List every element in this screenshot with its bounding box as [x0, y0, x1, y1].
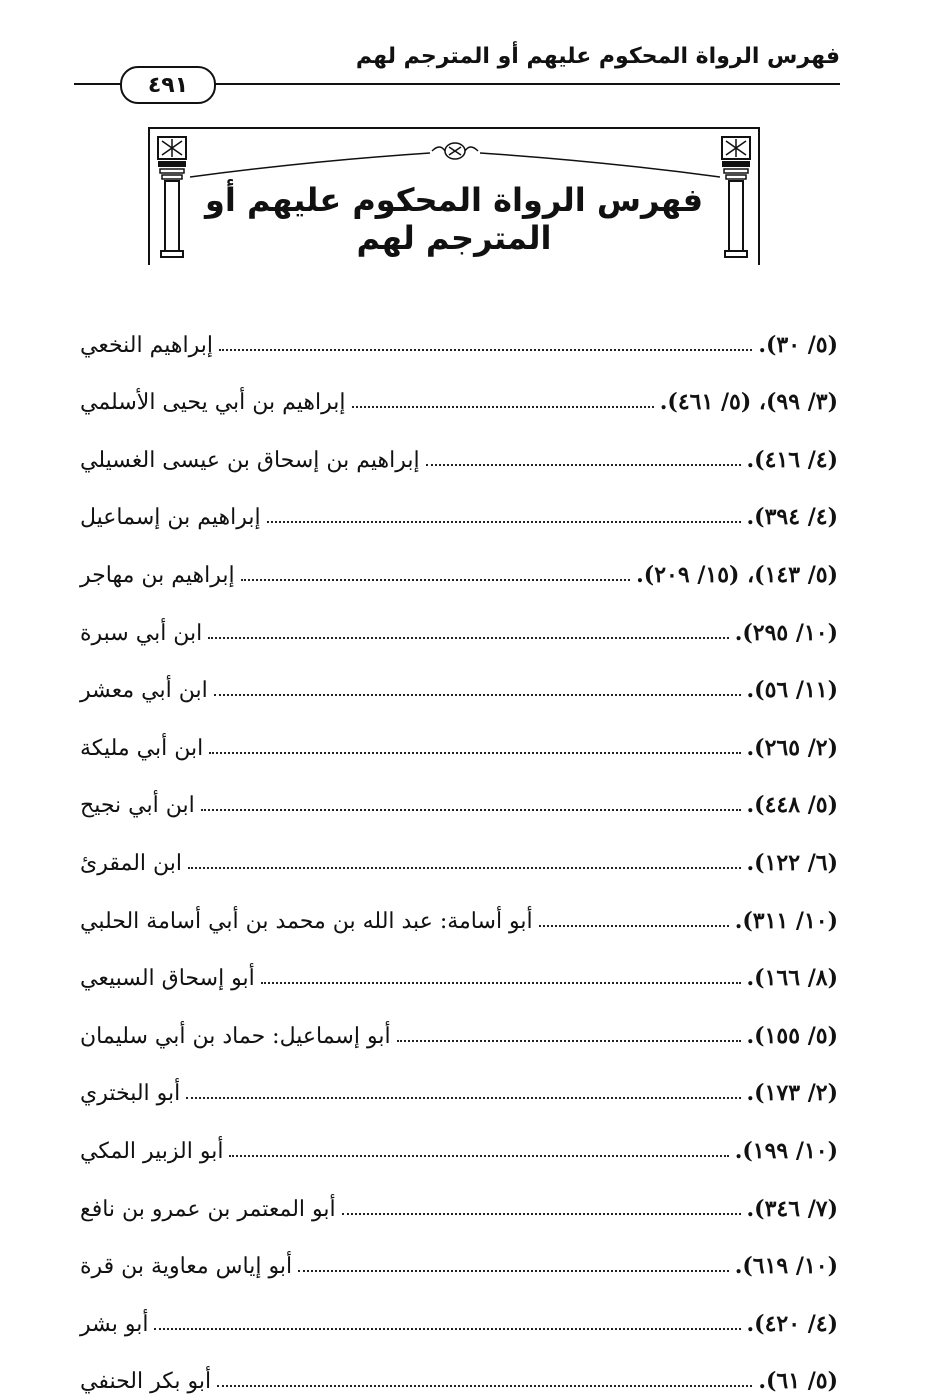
- volume-page-ref: (٧/ ٣٤٦).: [746, 1195, 838, 1222]
- index-entry: [74, 588, 840, 646]
- index-entry: [74, 1106, 840, 1164]
- index-entry: [74, 646, 840, 704]
- volume-page-ref: (٤/ ٤١٦).: [746, 446, 838, 473]
- dot-leader: [201, 809, 741, 811]
- volume-page-ref: (٣/ ٩٩)، (٥/ ٤٦١).: [659, 389, 838, 416]
- title-frame: [148, 127, 760, 265]
- narrator-name: ابن أبي سبرة: [80, 620, 203, 646]
- narrator-name: أبو البختري: [80, 1081, 181, 1107]
- index-entry: [74, 761, 840, 819]
- index-entry: [74, 1337, 840, 1394]
- volume-page-ref: (٥/ ١٥٥).: [746, 1022, 838, 1049]
- narrator-name: أبو المعتمر بن عمرو بن نافع: [80, 1196, 336, 1222]
- index-entry: [74, 358, 840, 416]
- running-title: فهرس الرواة المحكوم عليهم أو المترجم لهم: [355, 44, 840, 69]
- volume-page-ref: (٢/ ٢٦٥).: [746, 734, 838, 761]
- volume-page-ref: (٤/ ٣٩٤).: [746, 504, 838, 531]
- index-entry: [74, 1049, 840, 1107]
- index-entry: [74, 876, 840, 934]
- dot-leader: [209, 752, 740, 754]
- index-entry: [74, 1164, 840, 1222]
- index-entry: [74, 300, 840, 358]
- dot-leader: [267, 521, 741, 523]
- narrator-name: ابن المقرئ: [80, 850, 182, 876]
- volume-page-ref: (٢/ ١٧٣).: [746, 1080, 838, 1107]
- volume-page-ref: (١٠/ ٣١١).: [734, 907, 838, 934]
- dot-leader: [219, 349, 752, 351]
- dot-leader: [241, 579, 631, 581]
- index-entry: [74, 415, 840, 473]
- narrator-name: أبو بشر: [80, 1311, 149, 1337]
- volume-page-ref: (٤/ ٤٢٠).: [746, 1310, 838, 1337]
- index-entry: [74, 703, 840, 761]
- narrator-name: ابن أبي معشر: [80, 678, 208, 704]
- narrator-name: أبو إسماعيل: حماد بن أبي سليمان: [80, 1023, 391, 1049]
- index-entries: [74, 300, 840, 1394]
- volume-page-ref: (١٠/ ١٩٩).: [734, 1137, 838, 1164]
- dot-leader: [188, 867, 741, 869]
- index-entry: [74, 473, 840, 531]
- narrator-name: أبو بكر الحنفي: [80, 1369, 212, 1394]
- narrator-name: إبراهيم النخعي: [80, 332, 213, 358]
- dot-leader: [397, 1040, 741, 1042]
- volume-page-ref: (٥/ ١٤٣)، (١٥/ ٢٠٩).: [636, 561, 838, 588]
- index-entry: [74, 1279, 840, 1337]
- narrator-name: ابن أبي مليكة: [80, 735, 204, 761]
- dot-leader: [186, 1097, 740, 1099]
- page-number: ٤٩١: [120, 66, 216, 104]
- volume-page-ref: (١٠/ ٢٩٥).: [734, 619, 838, 646]
- narrator-name: أبو أسامة: عبد الله بن محمد بن أبي أسامة الحلبي: [80, 908, 533, 934]
- narrator-name: أبو إسحاق السبيعي: [80, 966, 255, 992]
- dot-leader: [352, 406, 654, 408]
- index-entry: [74, 818, 840, 876]
- volume-page-ref: (١١/ ٥٦).: [746, 677, 838, 704]
- dot-leader: [229, 1155, 728, 1157]
- volume-page-ref: (٥/ ٤٤٨).: [746, 792, 838, 819]
- dot-leader: [261, 982, 741, 984]
- volume-page-ref: (١٠/ ٦١٩).: [734, 1253, 838, 1280]
- dot-leader: [154, 1328, 740, 1330]
- volume-page-ref: (٨/ ١٦٦).: [746, 965, 838, 992]
- narrator-name: إبراهيم بن أبي يحيى الأسلمي: [80, 390, 346, 416]
- index-entry: [74, 934, 840, 992]
- narrator-name: إبراهيم بن مهاجر: [80, 562, 235, 588]
- narrator-name: إبراهيم بن إسماعيل: [80, 505, 261, 531]
- dot-leader: [208, 637, 728, 639]
- dot-leader: [298, 1270, 729, 1272]
- volume-page-ref: (٦/ ١٢٢).: [746, 849, 838, 876]
- dot-leader: [539, 925, 729, 927]
- crest-ornament: [430, 137, 480, 165]
- narrator-name: إبراهيم بن إسحاق بن عيسى الغسيلي: [80, 447, 420, 473]
- volume-page-ref: (٥/ ٦١).: [758, 1368, 838, 1394]
- dot-leader: [217, 1385, 752, 1387]
- index-entry: [74, 991, 840, 1049]
- dot-leader: [342, 1213, 741, 1215]
- index-entry: [74, 1222, 840, 1280]
- narrator-name: أبو الزبير المكي: [80, 1138, 224, 1164]
- dot-leader: [426, 464, 741, 466]
- narrator-name: أبو إياس معاوية بن قرة: [80, 1254, 293, 1280]
- narrator-name: ابن أبي نجيح: [80, 793, 195, 819]
- index-entry: [74, 530, 840, 588]
- index-title: فهرس الرواة المحكوم عليهم أو المترجم لهم: [204, 181, 704, 257]
- volume-page-ref: (٥/ ٣٠).: [758, 331, 838, 358]
- dot-leader: [214, 694, 741, 696]
